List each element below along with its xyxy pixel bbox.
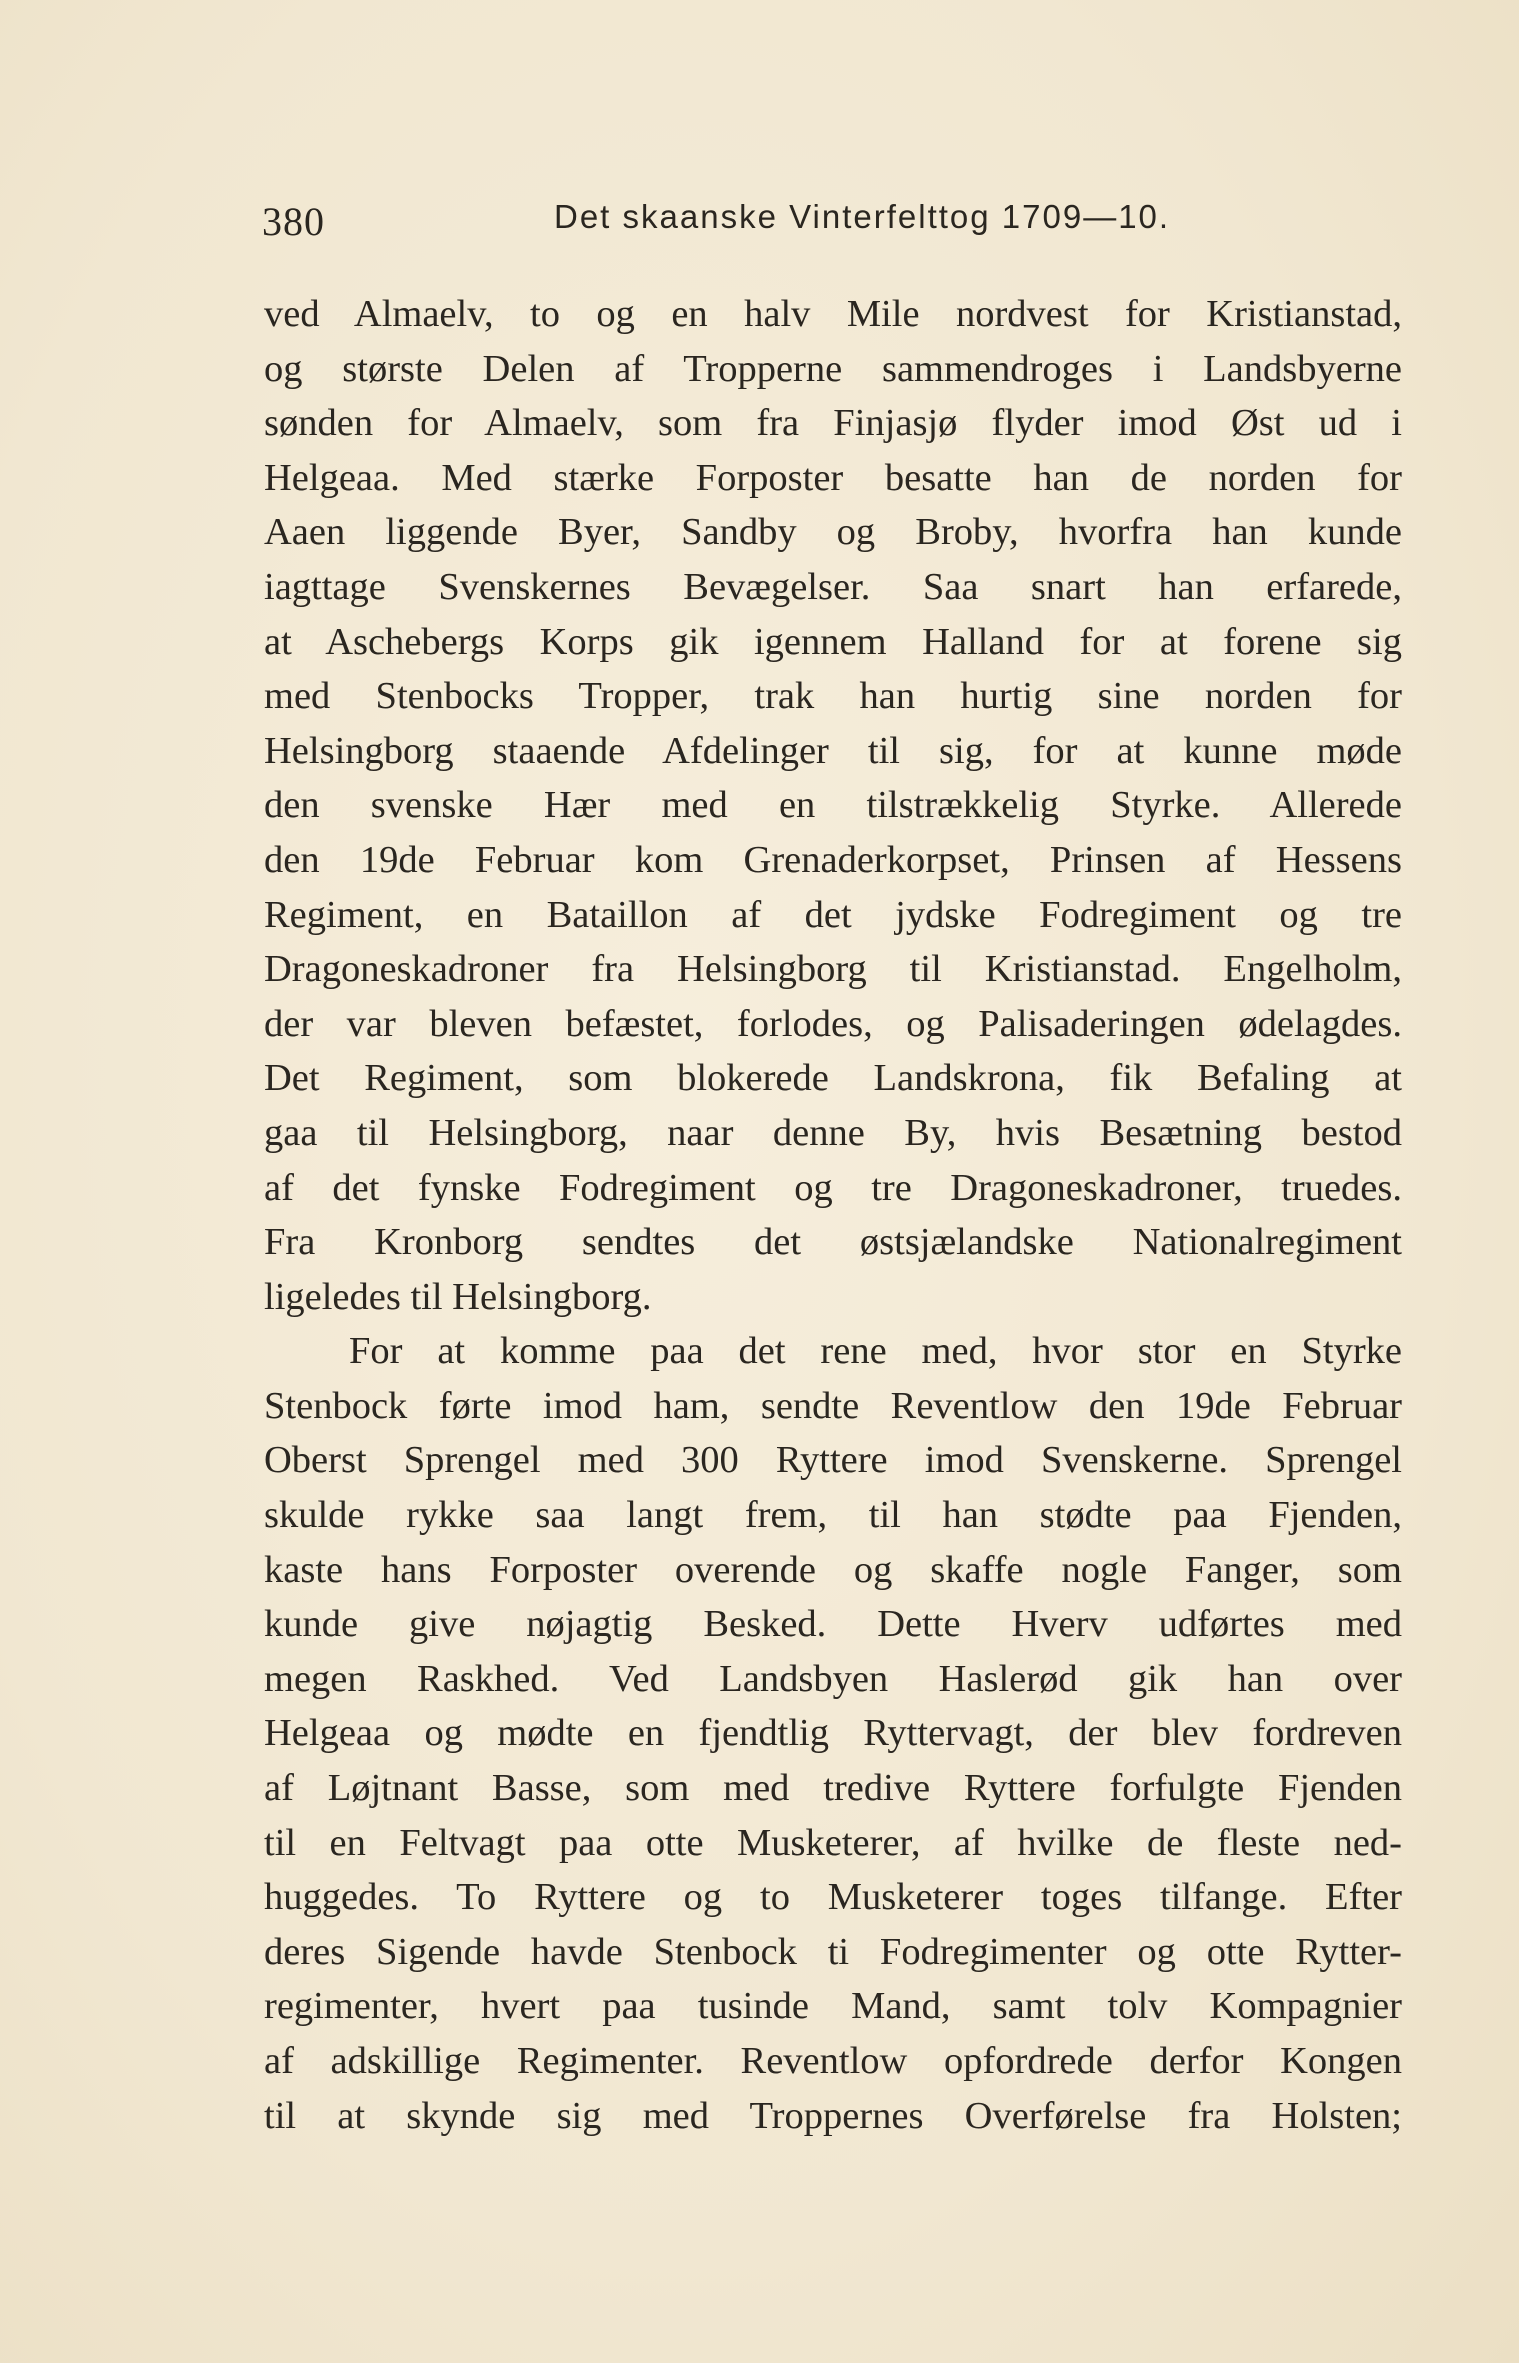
text-line: regimenter, hvert paa tusinde Mand, samt tolv Kompagnier [264,1985,1402,2028]
text-line: af adskillige Regimenter. Reventlow opfordrede derfor Kongen [264,2040,1402,2082]
text-line: kunde give nøjagtig Besked. Dette Hverv udførtes med [264,1603,1402,1646]
text-line: deres Sigende havde Stenbock ti Fodregimenter og otte Rytter- [264,1930,1402,1973]
running-title: Det skaanske Vinterfelttog 1709—10. [554,198,1171,235]
text-line: Helsingborg staaende Afdelinger til sig, for at kunne møde [264,729,1402,772]
body-text [264,287,1402,2143]
text-line: Helgeaa og mødte en fjendtlig Ryttervagt, der blev fordreven [264,1712,1402,1755]
text-line: megen Raskhed. Ved Landsbyen Haslerød gik han over [264,1657,1402,1700]
text-line: Regiment, en Bataillon af det jydske Fodregiment og tre [264,893,1402,936]
text-line: ligeledes til Helsingborg. [264,1275,652,1318]
text-line: den 19de Februar kom Grenaderkorpset, Prinsen af Hessens [264,838,1402,881]
page-header [262,190,1402,260]
text-line: Helgeaa. Med stærke Forposter besatte han de norden for [264,456,1402,499]
text-line: til at skynde sig med Troppernes Overførelse fra Holsten; [264,2094,1402,2137]
text-line: Dragoneskadroner fra Helsingborg til Kristianstad. Engelholm, [264,948,1402,991]
text-line: Stenbock førte imod ham, sendte Reventlow den 19de Februar [264,1384,1402,1427]
text-line: af Løjtnant Basse, som med tredive Ryttere forfulgte Fjenden [264,1767,1402,1810]
text-line: Fra Kronborg sendtes det østsjælandske Nationalregiment [264,1221,1402,1264]
text-line: Aaen liggende Byer, Sandby og Broby, hvorfra han kunde [264,511,1402,554]
text-line: sønden for Almaelv, som fra Finjasjø flyder imod Øst ud i [264,402,1402,445]
text-line: den svenske Hær med en tilstrækkelig Styrke. Allerede [264,784,1402,827]
text-line: med Stenbocks Tropper, trak han hurtig sine norden for [264,675,1402,718]
text-line: gaa til Helsingborg, naar denne By, hvis Besætning bestod [264,1111,1402,1154]
text-line: huggedes. To Ryttere og to Musketerer toges tilfange. Efter [264,1876,1402,1919]
text-line: til en Feltvagt paa otte Musketerer, af hvilke de fleste ned- [264,1821,1402,1864]
paragraph-2 [264,1324,1402,2143]
text-line: at Aschebergs Korps gik igennem Halland for at forene sig [264,620,1402,663]
text-line: Oberst Sprengel med 300 Ryttere imod Svenskerne. Sprengel [264,1439,1402,1482]
text-line: kaste hans Forposter overende og skaffe nogle Fanger, som [264,1548,1402,1591]
text-line: der var bleven befæstet, forlodes, og Palisaderingen ødelagdes. [264,1002,1402,1045]
text-line: af det fynske Fodregiment og tre Dragoneskadroner, truedes. [264,1166,1402,1209]
text-line: skulde rykke saa langt frem, til han stødte paa Fjenden, [264,1494,1402,1537]
text-line: iagttage Svenskernes Bevægelser. Saa snart han erfarede, [264,565,1402,608]
text-line: Det Regiment, som blokerede Landskrona, fik Befaling at [264,1057,1402,1100]
paragraph-1 [264,287,1402,1324]
text-line: ved Almaelv, to og en halv Mile nordvest for Kristianstad, [264,293,1402,335]
page-number: 380 [262,199,325,244]
text-line: For at komme paa det rene med, hvor stor en Styrke [349,1330,1402,1373]
text-line: og største Delen af Tropperne sammendroges i Landsbyerne [264,347,1402,390]
